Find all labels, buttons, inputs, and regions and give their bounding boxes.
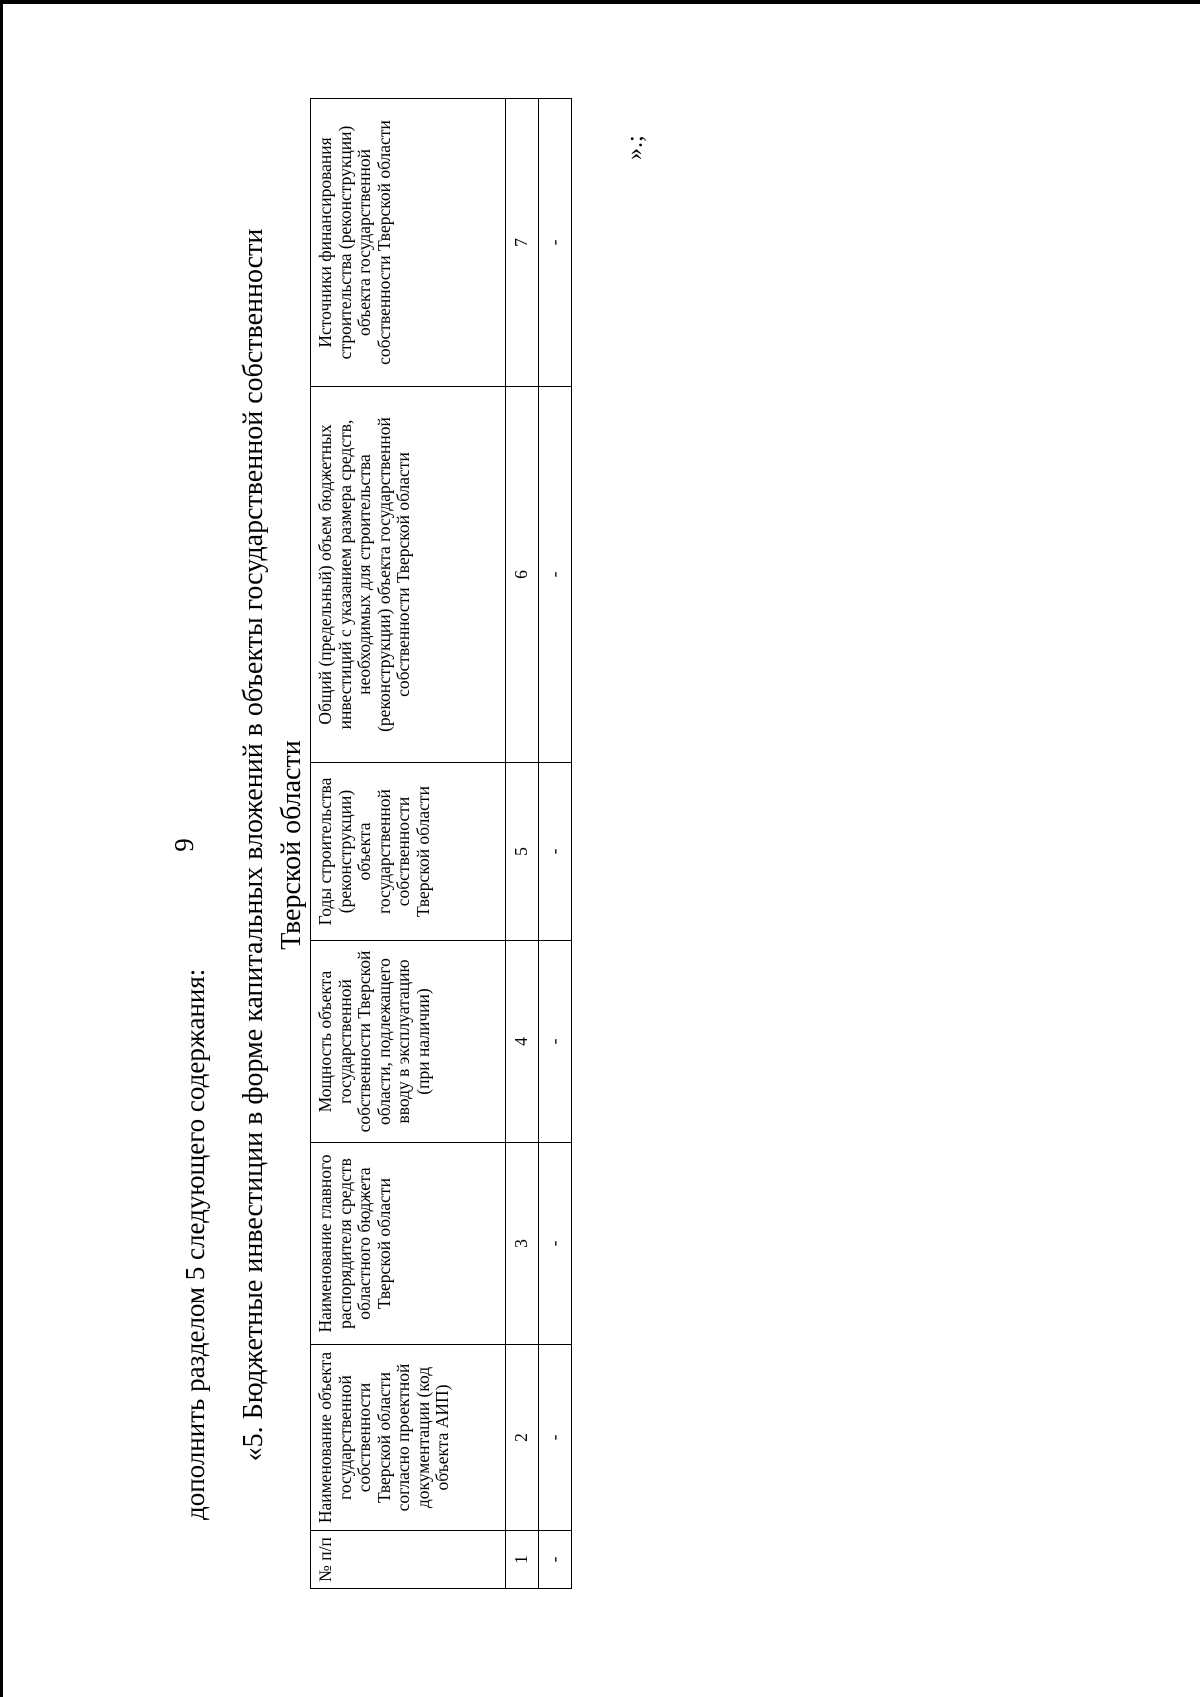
- page-number: 9: [169, 838, 199, 852]
- header-cell-number: № п/п: [311, 1531, 506, 1589]
- header-cell-capacity: Мощность объекта государственной собственности Тверской области, подлежащего вводу в эксплуатацию (при наличии): [311, 941, 506, 1143]
- table-cell: 5: [506, 763, 539, 941]
- table-cell: -: [539, 1143, 572, 1345]
- top-border-line: [0, 0, 1200, 4]
- table-cell: 4: [506, 941, 539, 1143]
- table-row: [539, 99, 572, 1589]
- header-cell-years: Годы строительства (реконструкции) объекта государственной собственности Тверской области: [311, 763, 506, 941]
- rotated-document-page: [130, 100, 650, 1590]
- table-cell: 6: [506, 387, 539, 763]
- table-cell: 7: [506, 99, 539, 387]
- table-cell: -: [539, 1531, 572, 1589]
- table-cell: -: [539, 1345, 572, 1531]
- table-cell: 1: [506, 1531, 539, 1589]
- section-title: [235, 100, 311, 1590]
- header-cell-object-name: Наименование объекта государственной собственности Тверской области согласно проектной документации (код объекта АИП): [311, 1345, 506, 1531]
- section-title-line-2: Тверской области: [276, 740, 307, 950]
- table-cell: 3: [506, 1143, 539, 1345]
- header-cell-volume: Общий (предельный) объем бюджетных инвестиций с указанием размера средств, необходимых для строительства (реконструкции) объекта государственной собственности Тверской области: [311, 387, 506, 763]
- table-cell: -: [539, 763, 572, 941]
- header-cell-manager: Наименование главного распорядителя средств областного бюджета Тверской области: [311, 1143, 506, 1345]
- table-cell: -: [539, 941, 572, 1143]
- left-border-line: [0, 0, 3, 1697]
- section-title-line-1: «5. Бюджетные инвестиции в форме капитальных вложений в объекты государственной собственности: [238, 228, 269, 1462]
- table-cell: 2: [506, 1345, 539, 1531]
- table-cell: -: [539, 99, 572, 387]
- table-header-row: [311, 99, 506, 1589]
- investment-table: [310, 98, 572, 1589]
- table-cell: -: [539, 387, 572, 763]
- table-row: [506, 99, 539, 1589]
- intro-text: дополнить разделом 5 следующего содержания:: [180, 968, 210, 1520]
- header-cell-sources: Источники финансирования строительства (реконструкции) объекта государственной собственности Тверской области: [311, 99, 506, 387]
- closing-mark: ».;: [622, 135, 648, 160]
